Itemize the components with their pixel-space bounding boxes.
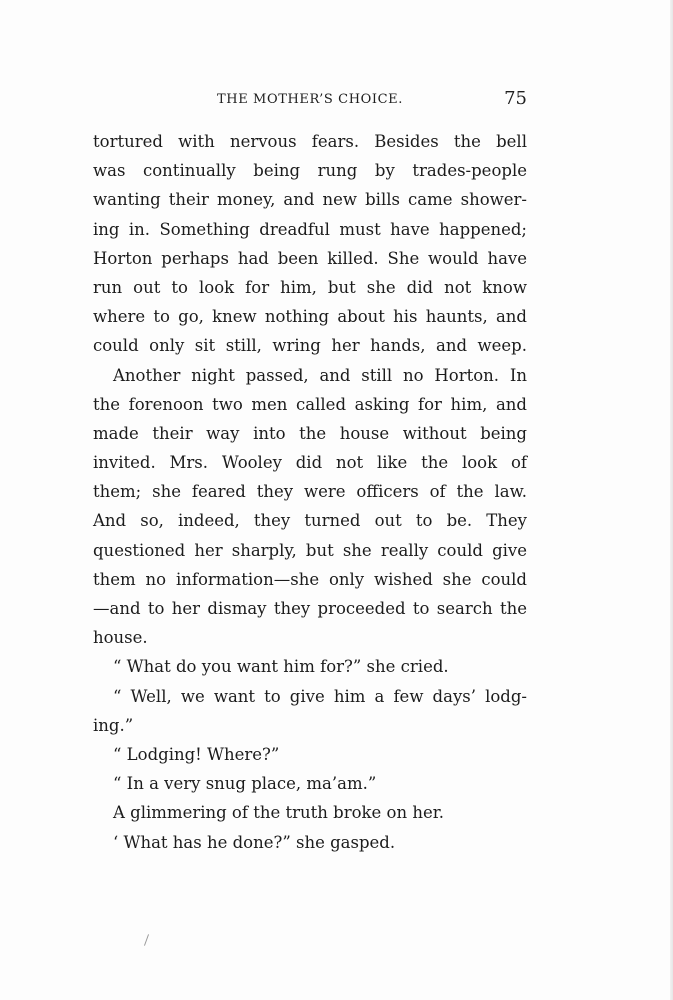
text-line: the forenoon two men called asking for him, and [93, 394, 527, 414]
text-line: Another night passed, and still no Horton. In [113, 365, 527, 385]
text-line: was continually being rung by trades-people [93, 161, 527, 181]
ink-mark [144, 934, 149, 946]
text-line: made their way into the house without being [93, 423, 527, 443]
text-line: wanting their money, and new bills came shower- [93, 190, 527, 210]
text-line: “ Lodging! Where?” [113, 744, 280, 764]
text-line: house. [93, 628, 148, 648]
text-line: ing in. Something dreadful must have happened; [93, 219, 527, 239]
text-line: them no information—she only wished she could [93, 569, 527, 589]
text-line: ‘ What has he done?” she gasped. [113, 832, 396, 852]
text-line: Horton perhaps had been killed. She would have [93, 248, 527, 268]
text-line: “ In a very snug place, ma’am.” [113, 774, 377, 794]
running-head [93, 88, 527, 112]
text-line: them; she feared they were officers of the law. [93, 482, 527, 502]
text-line: tortured with nervous fears. Besides the bell [93, 132, 527, 151]
text-line: ing.” [93, 715, 134, 735]
text-line: “ Well, we want to give him a few days’ lodg- [113, 686, 527, 706]
text-line: And so, indeed, they turned out to be. They [93, 511, 527, 531]
running-title: THE MOTHER’S CHOICE. [217, 92, 403, 107]
text-line: —and to her dismay they proceeded to search the [93, 599, 527, 618]
text-line: run out to look for him, but she did not know [93, 277, 527, 297]
page-number: 75 [504, 88, 527, 109]
text-line: invited. Mrs. Wooley did not like the look of [93, 453, 527, 473]
text-line: “ What do you want him for?” she cried. [113, 657, 449, 677]
text-line: could only sit still, wring her hands, and weep. [93, 336, 527, 356]
text-line: where to go, knew nothing about his haunts, and [93, 307, 527, 327]
text-line: A glimmering of the truth broke on her. [113, 803, 445, 823]
body-text [93, 127, 527, 857]
text-line: questioned her sharply, but she really could give [93, 540, 527, 560]
